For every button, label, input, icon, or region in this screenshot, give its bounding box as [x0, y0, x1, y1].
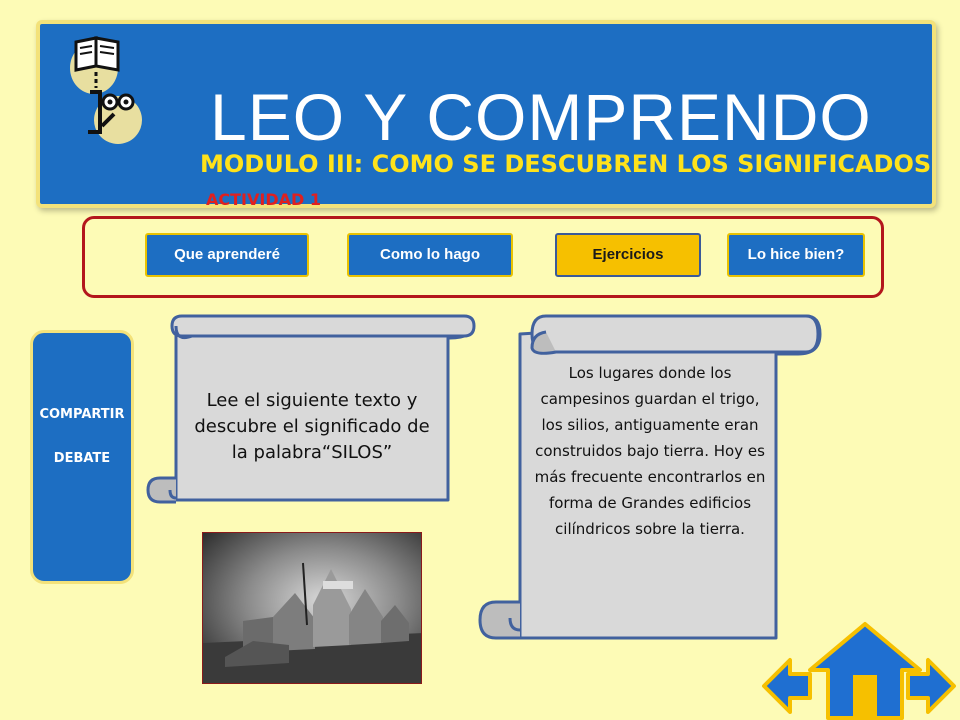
nav-button-como-lo-hago[interactable]: Como lo hago [347, 233, 513, 277]
reading-text: Los lugares donde los campesinos guardan el trigo, los silios, antiguamente eran construidos bajo tierra. Hoy es más frecuente encontrarlos en forma de Grandes edificios cilíndricos sobre la tierra. [534, 364, 766, 538]
nav-menu [82, 216, 884, 298]
header-banner [36, 20, 936, 208]
activity-label: ACTIVIDAD 1 [206, 190, 321, 209]
module-subtitle: MODULO III: COMO SE DESCUBREN LOS SIGNIFICADOS [200, 150, 932, 178]
side-panel-debate: DEBATE [53, 451, 111, 466]
nav-button-ejercicios[interactable]: Ejercicios [555, 233, 701, 277]
instruction-text: Lee el siguiente texto y descubre el significado de la palabra“SILOS” [194, 390, 430, 463]
silos-image [203, 533, 422, 684]
page-title: LEO Y COMPRENDO [210, 80, 872, 154]
side-panel[interactable] [30, 330, 134, 584]
silos-photo [202, 532, 422, 684]
arrow-right-icon[interactable] [904, 656, 958, 716]
reader-icon [80, 86, 150, 146]
nav-button-lo-hice-bien[interactable]: Lo hice bien? [727, 233, 865, 277]
nav-button-que-aprendere[interactable]: Que aprenderé [145, 233, 309, 277]
side-panel-compartir: COMPARTIR [39, 407, 125, 422]
